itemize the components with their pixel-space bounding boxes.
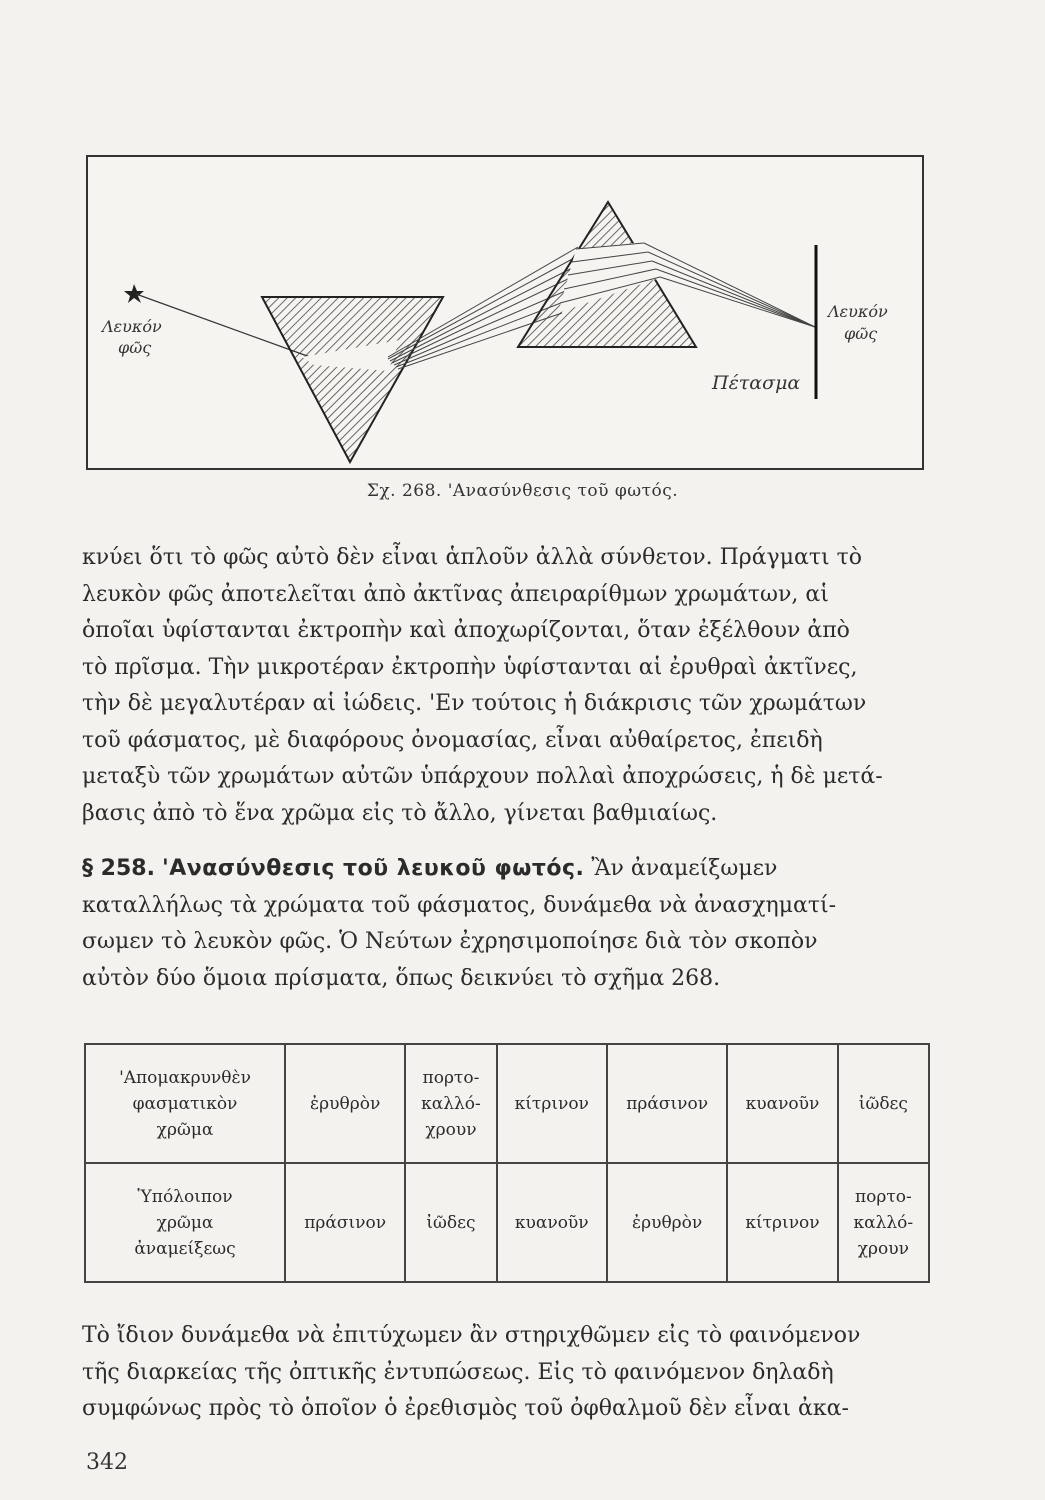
page-number: 342	[86, 1450, 128, 1475]
table-cell: κίτρινον	[727, 1163, 837, 1282]
table-cell: κυανοῦν	[727, 1044, 837, 1163]
label-white-light-right-2: φῶς	[844, 324, 878, 343]
text-line: Τὸ ἴδιον δυνάμεθα νὰ ἐπιτύχωμεν ἂν στηριχθῶμεν εἰς τὸ φαινόμενον	[82, 1323, 861, 1348]
text-line: ὁποῖαι ὑφίστανται ἐκτροπὴν καὶ ἀποχωρίζονται, ὅταν ἐξέλθουν ἀπὸ	[82, 618, 850, 643]
text-line: τὸ πρῖσμα. Τὴν μικροτέραν ἐκτροπὴν ὑφίστανται αἱ ἐρυθραὶ ἀκτῖνες,	[82, 654, 858, 680]
table-row-header: 'Απομακρυνθὲν φασματικὸν χρῶμα	[85, 1044, 285, 1163]
paragraph-1	[82, 540, 932, 832]
text-line: βασις ἀπὸ τὸ ἕνα χρῶμα εἰς τὸ ἄλλο, γίνεται βαθμιαίως.	[82, 800, 718, 826]
figure-caption: Σχ. 268. 'Ανασύνθεσις τοῦ φωτός.	[366, 481, 679, 501]
table-cell: ἐρυθρὸν	[607, 1163, 727, 1282]
text-line: κνύει ὅτι τὸ φῶς αὐτὸ δὲν εἶναι ἁπλοῦν ἀλλὰ σύνθετον. Πράγματι τὸ	[82, 545, 863, 570]
label-white-light-right-1: Λευκόν	[828, 302, 888, 321]
text-line: τῆς διαρκείας τῆς ὀπτικῆς ἐντυπώσεως. Εἰς τὸ φαινόμενον δηλαδὴ	[82, 1359, 834, 1385]
text-line: σωμεν τὸ λευκὸν φῶς. Ὁ Νεύτων ἐχρησιμοποίησε διὰ τὸν σκοπὸν	[82, 929, 818, 954]
table-cell: πράσινον	[285, 1163, 405, 1282]
text-line: αὐτὸν δύο ὅμοια πρίσματα, ὅπως δεικνύει τὸ σχῆμα 268.	[82, 965, 721, 991]
table-cell: ἐρυθρὸν	[285, 1044, 405, 1163]
table-cell: πράσινον	[607, 1044, 727, 1163]
inverted-prism	[262, 297, 443, 462]
text-line: μεταξὺ τῶν χρωμάτων αὐτῶν ὑπάρχουν πολλαὶ ἀποχρώσεις, ἡ δὲ μετά-	[82, 764, 883, 789]
table-cell: ἰῶδες	[838, 1044, 929, 1163]
text-line: συμφώνως πρὸς τὸ ὁποῖον ὁ ἐρεθισμὸς τοῦ ὀφθαλμοῦ δὲν εἶναι ἀκα-	[82, 1396, 849, 1421]
paragraph-3	[82, 1318, 932, 1428]
table-row	[85, 1163, 929, 1282]
label-white-light-left-1: Λευκόν	[102, 317, 162, 336]
color-mixing-table	[84, 1043, 930, 1283]
label-white-light-left-2: φῶς	[118, 338, 152, 357]
section-number: § 258.	[82, 856, 155, 881]
table-cell: ἰῶδες	[405, 1163, 496, 1282]
text-line: τὴν δὲ μεγαλυτέραν αἱ ἰώδεις. 'Εν τούτοις ἡ διάκρισις τῶν χρωμάτων	[82, 691, 867, 716]
table-cell: πορτο- καλλό- χρουν	[405, 1044, 496, 1163]
label-screen: Πέτασμα	[712, 372, 801, 394]
light-source-star	[124, 284, 144, 303]
figure-268	[86, 155, 924, 470]
prism-diagram	[88, 157, 926, 472]
text-line: λευκὸν φῶς ἀποτελεῖται ἀπὸ ἀκτῖνας ἀπειραρίθμων χρωμάτων, αἱ	[82, 581, 829, 607]
section-heading-line	[82, 851, 932, 888]
text-line: τοῦ φάσματος, μὲ διαφόρους ὀνομασίας, εἶναι αὐθαίρετος, ἐπειδὴ	[82, 727, 823, 753]
table-cell: κυανοῦν	[497, 1163, 607, 1282]
table-row	[85, 1044, 929, 1163]
text-line: καταλλήλως τὰ χρώματα τοῦ φάσματος, δυνάμεθα νὰ ἀνασχηματί-	[82, 892, 837, 918]
text-line: Ἂν ἀναμείξωμεν	[584, 856, 778, 881]
table-cell: κίτρινον	[497, 1044, 607, 1163]
section-title: 'Ανασύνθεσις τοῦ λευκοῦ φωτός.	[161, 856, 585, 881]
table-cell: πορτο- καλλό- χρουν	[838, 1163, 929, 1282]
section-258	[82, 851, 932, 997]
table-row-header: Ὑπόλοιπον χρῶμα ἀναμείξεως	[85, 1163, 285, 1282]
